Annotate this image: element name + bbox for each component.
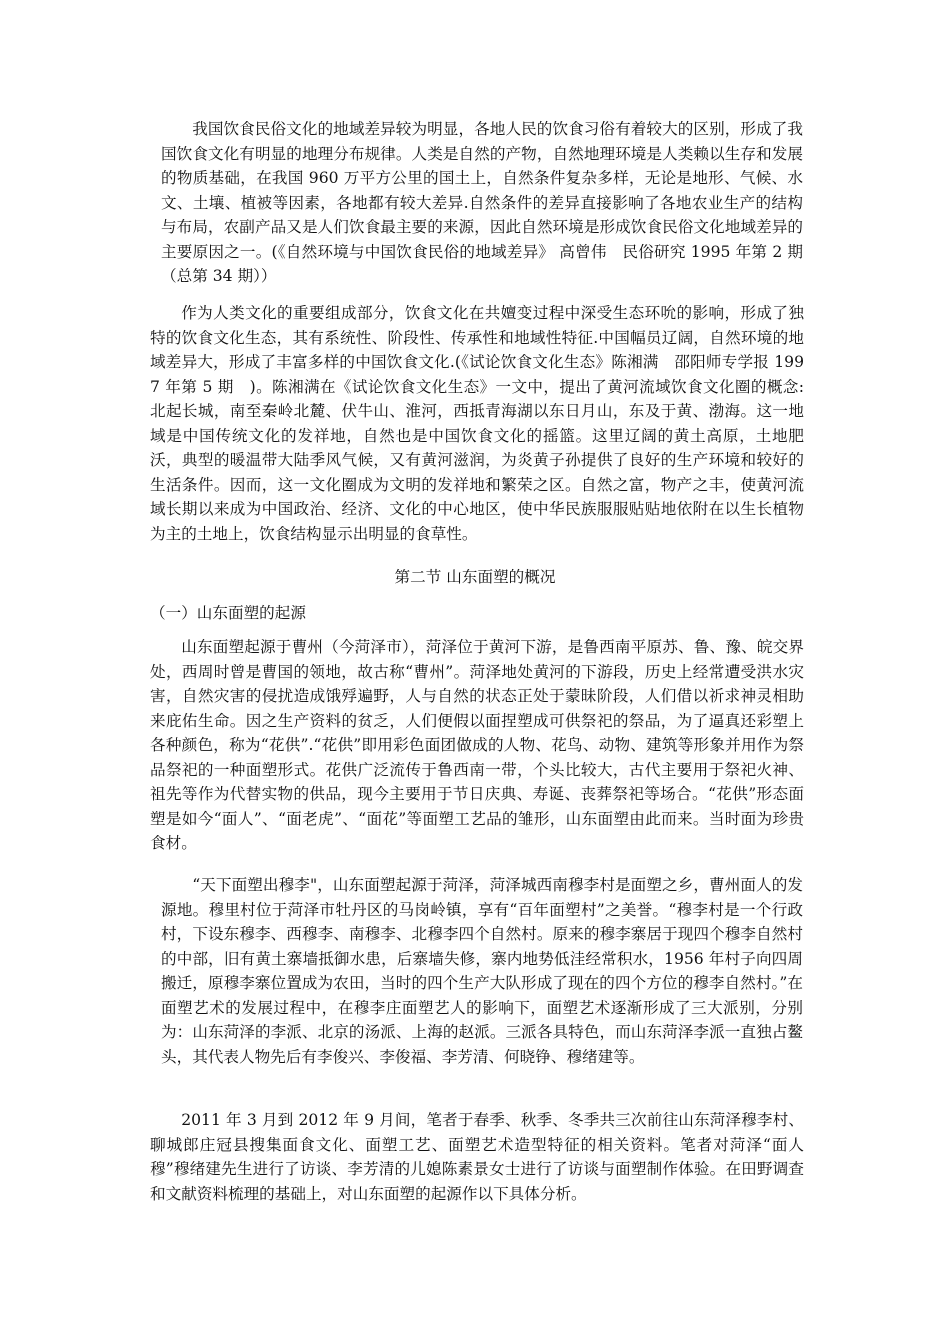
paragraph-shandong-origin: 山东面塑起源于曹州（今菏泽市），菏泽位于黄河下游，是鲁西南平原苏、鲁、豫、皖交界处，西周时曾是曹国的领地，故古称“曹州”。菏泽地处黄河的下游段，历史上经常遭受洪水灾害，自然灾害的侵扰造成饿殍遍野，人与自然的状态正处于蒙昧阶段，人们借以祈求神灵相助来庇佑生命。因之生产资料的贫乏，人们便假以面捏塑成可供祭祀的祭品，为了逼真还彩塑上各种颜色，称为“花供”.“花供”即用彩色面团做成的人物、花鸟、动物、建筑等形象并用作为祭品祭祀的一种面塑形式。花供广泛流传于鲁西南一带，个头比较大，古代主要用于祭祀火神、祖先等作为代替实物的供品，现今主要用于节日庆典、寿诞、丧葬祭祀等场合。“花供”形态面塑是如今“面人”、“面老虎”、“面花”等面塑工艺品的雏形，山东面塑由此而来。当时面为珍贵食材。 <box>150 638 804 852</box>
subsection-title: （一）山东面塑的起源 <box>150 604 306 622</box>
paragraph-field-research: 2011 年 3 月到 2012 年 9 月间，笔者于春季、秋季、冬季共三次前往山东菏泽穆李村、聊城郎庄冠县搜集面食文化、面塑工艺、面塑艺术造型特征的相关资料。笔者对菏泽“面人穆”穆绪建先生进行了访谈、李芳清的儿媳陈素景女士进行了访谈与面塑制作体验。在田野调查和文献资料梳理的基础上，对山东面塑的起源作以下具体分析。 <box>150 1111 804 1203</box>
paragraph-muli-village: “天下面塑出穆李"，山东面塑起源于菏泽，菏泽城西南穆李村是面塑之乡，曹州面人的发源地。穆里村位于菏泽市牡丹区的马岗岭镇，享有“百年面塑村”之美誉。“穆李村是一个行政村，下设东穆李、西穆李、南穆李、北穆李四个自然村。原来的穆李寨居于现四个穆李自然村的中部，旧有黄土寨墙抵御水患，后寨墙失修，寨内地势低洼经常积水，1956 年村子向四周搬迁，原穆李寨位置成为农田，当时的四个生产大队形成了现在的四个方位的穆李自然村。”在面塑艺术的发展过程中，在穆李庄面塑艺人的影响下，面塑艺术逐渐形成了三大派别，分别为：山东菏泽的李派、北京的汤派、上海的赵派。三派各具特色，而山东菏泽李派一直独占鳌头，其代表人物先后有李俊兴、李俊福、李芳清、何晓铮、穆绪建等。 <box>161 876 803 1066</box>
paragraph-food-culture-ecology: 作为人类文化的重要组成部分，饮食文化在共嬗变过程中深受生态环吮的影响，形成了独特的饮食文化生态，其有系统性、阶段性、传承性和地域性特征.中国幅员辽阔，自然环境的地域差异大，形成了丰富多样的中国饮食文化.(《试论饮食文化生态》陈湘满 邵阳师专学报 1997 年第 5 期 )。陈湘满在《试论饮食文化生态》一文中，提出了黄河流域饮食文化圈的概念:北起长城，南至秦岭北麓、伏牛山、淮河，西抵青海湖以东日月山，东及于黄、渤海。这一地域是中国传统文化的发祥地，自然也是中国饮食文化的摇篮。这里辽阔的黄土高原，土地肥沃，典型的暖温带大陆季风气候，又有黄河滋润，为炎黄子孙提供了良好的生产环境和较好的生活条件。因而，这一文化圈成为文明的发祥地和繁荣之区。自然之富，物产之丰，使黄河流域长期以来成为中国政治、经济、文化的中心地区，使中华民族服服贴贴地依附在以生长植物为主的土地上，饮食结构显示出明显的食草性。 <box>150 304 804 543</box>
paragraph-regional-food-customs: 我国饮食民俗文化的地域差异较为明显，各地人民的饮食习俗有着较大的区别，形成了我国饮食文化有明显的地理分布规律。人类是自然的产物，自然地理环境是人类赖以生存和发展的物质基础，在我国 960 万平方公里的国土上，自然条件复杂多样，无论是地形、气候、水文、土壤、植被等因素，各地都有较大差异.自然条件的差异直接影响了各地农业生产的结构与布局，农副产品又是人们饮食最主要的来源，因此自然环境是形成饮食民俗文化地域差异的主要原因之一。(《自然环境与中国饮食民俗的地域差异》 高曾伟 民俗研究 1995 年第 2 期（总第 34 期）） <box>161 120 803 285</box>
section-title: 第二节 山东面塑的概况 <box>394 568 556 586</box>
